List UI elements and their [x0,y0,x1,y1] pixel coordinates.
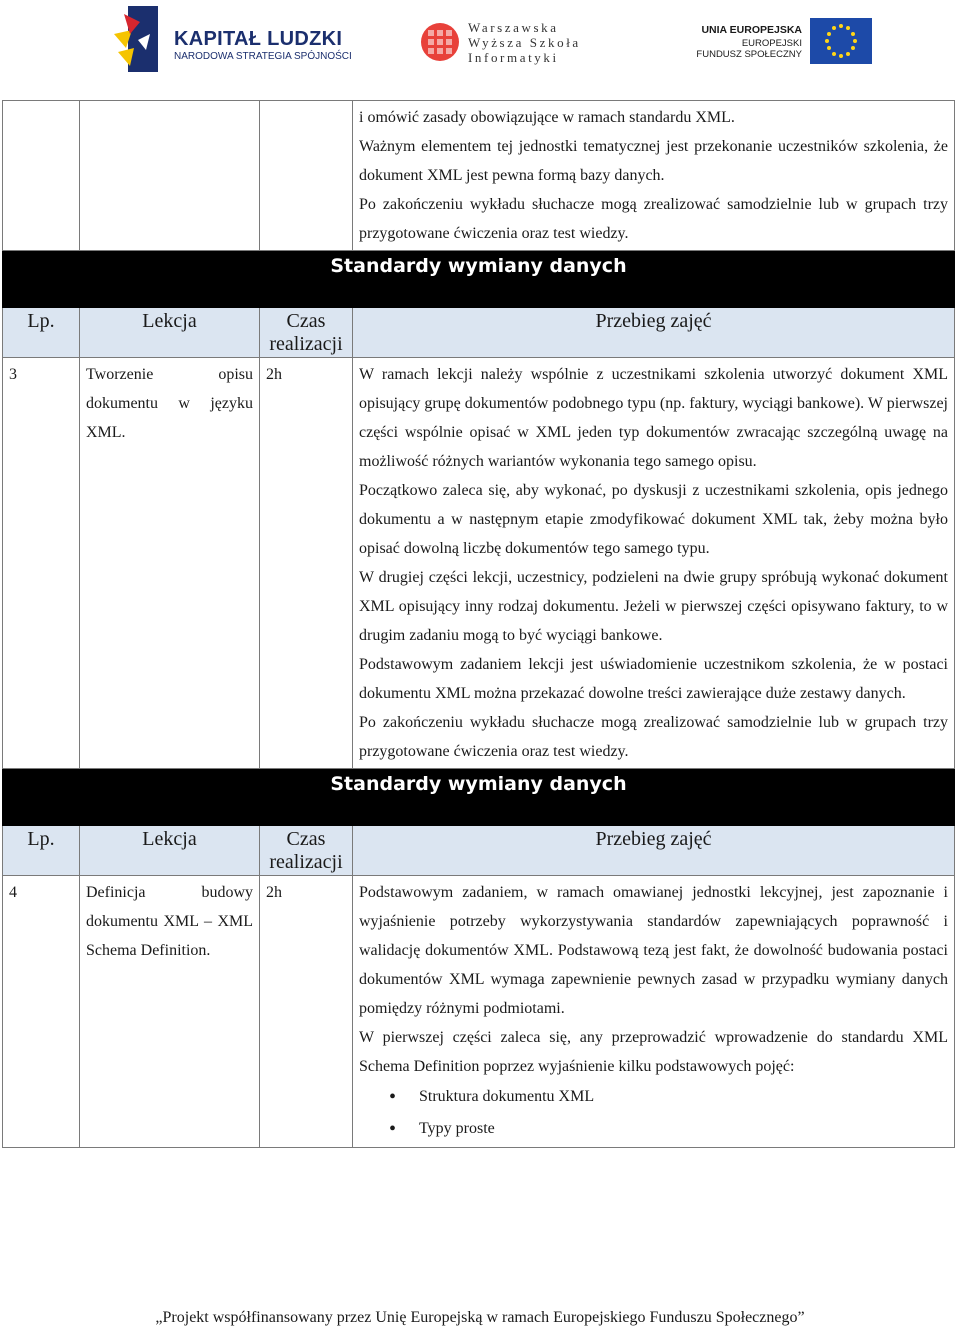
lesson-table [2,100,955,1148]
cell-lp: 4 [3,876,80,1147]
paragraph: W pierwszej części zaleca się, any przeprowadzić wprowadzenie do standardu XML Schema Definition poprzez wyjaśnienie kilku podstawowych pojęć: [359,1029,948,1075]
section-title: Standardy wymiany danych [330,773,627,795]
cell-przebieg [353,876,954,1147]
eu-line-1: UNIA EUROPEJSKA [701,24,802,36]
wwsi-emblem-icon [420,22,460,62]
column-header-przebieg: Przebieg zajęć [595,828,712,850]
column-header-lekcja: Lekcja [80,308,260,357]
column-header-row [2,308,955,358]
paragraph: W drugiej części lekcji, uczestnicy, podzieleni na dwie grupy spróbują wykonać dokument XML opisujący inny rodzaj dokumentu. Jeżeli w pierwszej części opisywano faktury, to w drugim zadaniu mogą to być wyciągi bankowe. [359,569,948,644]
eu-line-2: EUROPEJSKI [741,38,802,49]
cell-lekcja-empty [80,101,260,250]
cell-lekcja: Tworzenie opisu dokumentu w języku XML. [80,358,260,768]
paragraph: Po zakończeniu wykładu słuchacze mogą zrealizować samodzielnie lub w grupach trzy przygotowane ćwiczenia oraz test wiedzy. [359,196,948,242]
section-gap [3,803,954,826]
paragraph: Po zakończeniu wykładu słuchacze mogą zrealizować samodzielnie lub w grupach trzy przygotowane ćwiczenia oraz test wiedzy. [359,714,948,760]
kapital-ludzki-title: KAPITAŁ LUDZKI [174,28,343,50]
header-logos [0,0,960,92]
paragraph: Ważnym elementem tej jednostki tematycznej jest przekonanie uczestników szkolenia, że dokument XML jest pewna formą bazy danych. [359,138,948,184]
paragraph: Podstawowym zadaniem lekcji jest uświadomienie uczestnikom szkolenia, że w postaci dokumentu XML można przekazać dowolne treści zawierające duże zestawy danych. [359,656,948,702]
eu-flag-icon [810,18,872,64]
paragraph: i omówić zasady obowiązujące w ramach standardu XML. [359,109,735,126]
kapital-ludzki-logo [110,4,350,76]
kapital-ludzki-emblem-icon [110,4,170,76]
column-header-czas: Czas realizacji [260,308,353,357]
eu-line-3: FUNDUSZ SPOŁECZNY [696,49,802,60]
cell-czas-empty [260,101,353,250]
eu-logo [696,18,876,68]
paragraph: Początkowo zaleca się, aby wykonać, po dyskusji z uczestnikami szkolenia, opis jednego dokumentu a w następnym etapie zmodyfikować dokument XML tak, żeby można było opisać dowolną liczbę dokumentów tego samego typu. [359,482,948,557]
kapital-ludzki-subtitle: NARODOWA STRATEGIA SPÓJNOŚCI [174,51,352,62]
table-row-lesson-3 [2,358,955,769]
cell-lekcja: Definicja budowy dokumentu XML – XML Schema Definition. [80,876,260,1147]
list-item: • Struktura dokumentu XML [419,1081,948,1113]
table-row-lesson-4 [2,876,955,1148]
table-row-continuation [2,100,955,251]
cell-lp-empty [3,101,80,250]
section-gap [3,285,954,308]
wwsi-line-3: Informatyki [468,50,559,65]
section-title: Standardy wymiany danych [330,255,627,277]
bullet-list [359,1081,948,1145]
section-header [2,251,955,308]
paragraph: Podstawowym zadaniem, w ramach omawianej jednostki lekcyjnej, jest zapoznanie i wyjaśnienie potrzeby wykorzystywania standardów zapewniających poprawność i walidację dokumentów XML. Podstawową tezą jest fakt, że dowolność budowania postaci dokumentów XML wymaga zapewnienie pewnych zasad w przypadku wymiany danych pomiędzy różnymi podmiotami. [359,884,948,1017]
column-header-lekcja: Lekcja [80,826,260,875]
cell-czas: 2h [260,358,353,768]
column-header-czas: Czas realizacji [260,826,353,875]
wwsi-logo [420,18,590,68]
cell-przebieg-continuation [353,101,954,250]
cell-lp: 3 [3,358,80,768]
column-header-lp: Lp. [3,308,80,357]
section-header [2,769,955,826]
wwsi-line-2: Wyższa Szkoła [468,35,581,50]
cell-czas: 2h [260,876,353,1147]
page-footer: „Projekt współfinansowany przez Unię Europejską w ramach Europejskiego Funduszu Społecznego” [155,1309,805,1326]
list-item: • Typy proste [419,1113,948,1145]
paragraph: W ramach lekcji należy wspólnie z uczestnikami szkolenia utworzyć dokument XML opisujący grupę dokumentów podobnego typu (np. faktury, wyciągi bankowe). W pierwszej części wspólnie opisać w XML jeden typ dokumentów zwracając szczególną uwagę na możliwość różnych wariantów wykonania tego samego opisu. [359,366,948,470]
cell-przebieg [353,358,954,768]
column-header-lp: Lp. [3,826,80,875]
wwsi-line-1: Warszawska [468,20,559,35]
column-header-przebieg: Przebieg zajęć [595,310,712,332]
column-header-row [2,826,955,876]
